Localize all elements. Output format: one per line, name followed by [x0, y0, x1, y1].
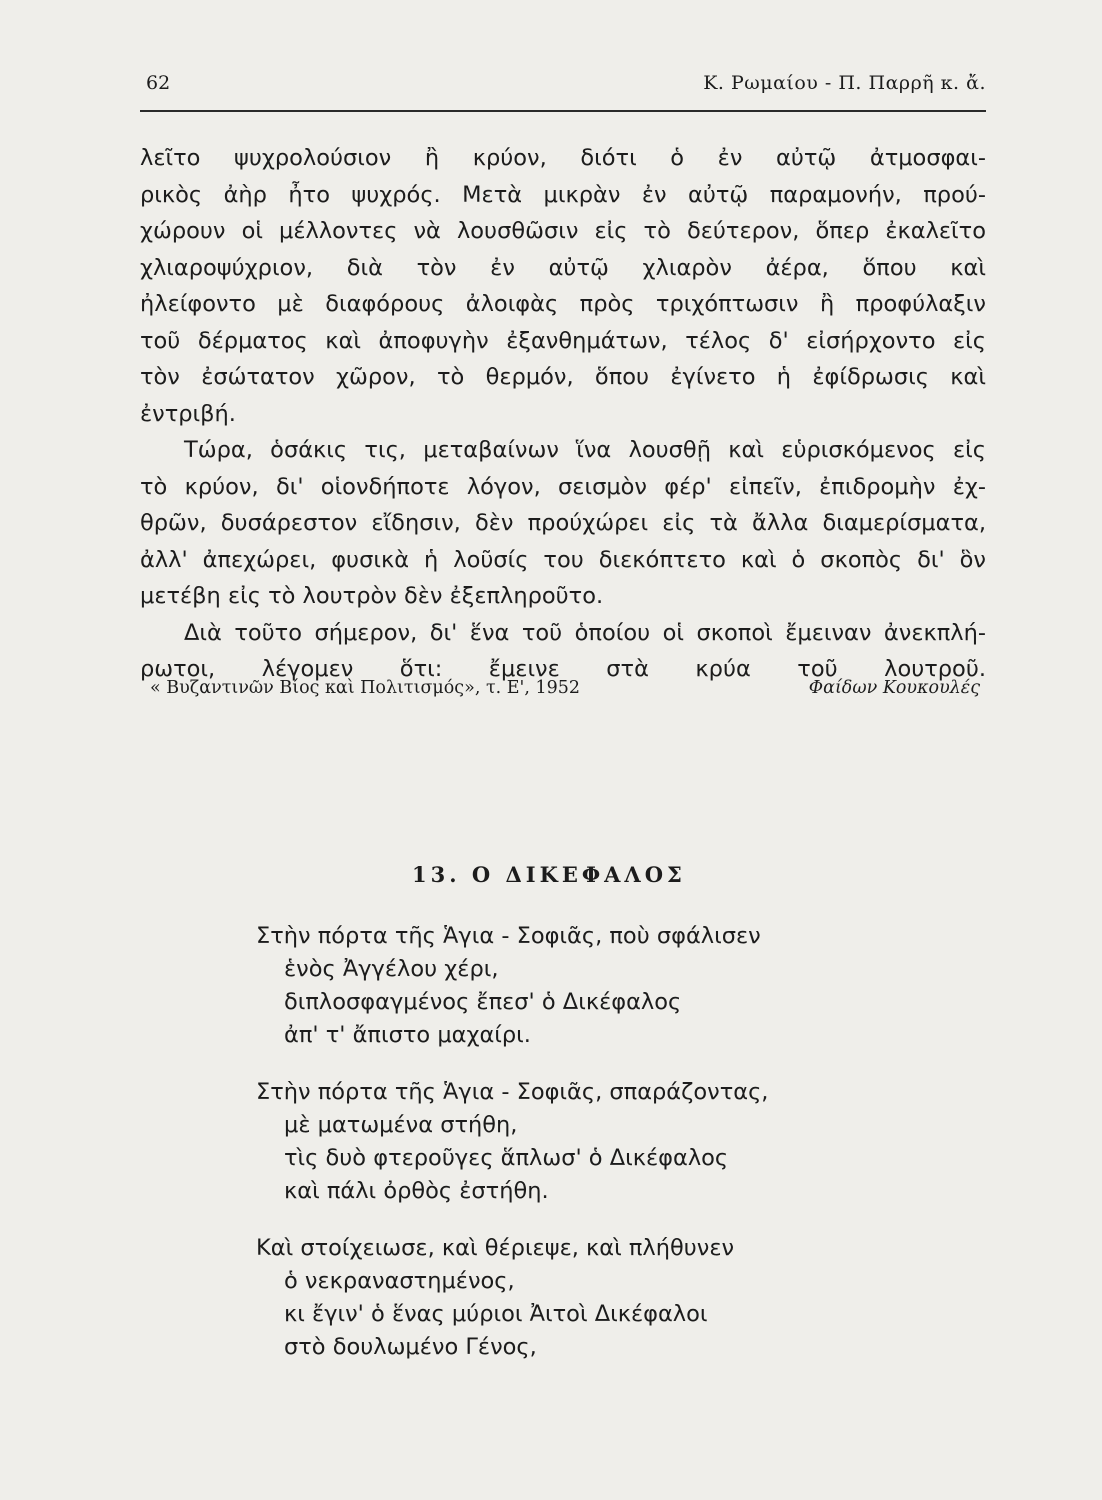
poem-line: ἑνὸς Ἀγγέλου χέρι,	[284, 956, 499, 982]
prose-line: τοῦ δέρματος καὶ ἀποφυγὴν ἐξανθημάτων, τέλος δ' εἰσήρχοντο εἰς	[140, 327, 986, 354]
prose-line: χώρουν οἱ μέλλοντες νὰ λουσθῶσιν εἰς τὸ δεύτερον, ὅπερ ἐκαλεῖτο	[140, 218, 986, 244]
poem-line: ἀπ' τ' ἄπιστο μαχαίρι.	[284, 1022, 531, 1048]
running-head: Κ. Ρωμαίου - Π. Παρρῆ κ. ἄ.	[703, 72, 986, 94]
poem-line: καὶ πάλι ὀρθὸς ἐστήθη.	[284, 1178, 549, 1204]
prose-line: ἐντριβή.	[140, 400, 236, 427]
prose-line: Τώρα, ὁσάκις τις, μεταβαίνων ἵνα λουσθῇ καὶ εὑρισκόμενος εἰς	[184, 437, 986, 463]
prose-line: ρικὸς ἀὴρ ἦτο ψυχρός. Μετὰ μικρὰν ἐν αὐτῷ παραμονήν, πρού-	[140, 181, 986, 208]
prose-line: τὸν ἐσώτατον χῶρον, τὸ θερμόν, ὅπου ἐγίνετο ἡ ἐφίδρωσις καὶ	[140, 364, 986, 390]
stanza-gap	[256, 1208, 956, 1232]
prose-line: ρωτοι, λέγομεν ὅτι: ἔμεινε στὰ κρύα τοῦ λουτροῦ.	[140, 656, 986, 682]
poem-line: κι ἔγιν' ὁ ἕνας μύριοι Ἀιτοὶ Δικέφαλοι	[284, 1301, 708, 1327]
prose-line: ἠλείφοντο μὲ διαφόρους ἀλοιφὰς πρὸς τριχόπτωσιν ἢ προφύλαξιν	[140, 291, 986, 317]
poem-line: Καὶ στοίχειωσε, καὶ θέριεψε, καὶ πλήθυνεν	[256, 1235, 735, 1261]
prose-line: τὸ κρύον, δι' οἱονδήποτε λόγον, σεισμὸν φέρ' εἰπεῖν, ἐπιδρομὴν ἐχ-	[140, 473, 986, 500]
section-title: 13. Ο ΔΙΚΕΦΑΛΟΣ	[412, 862, 686, 887]
prose-line: λεῖτο ψυχρολούσιον ἢ κρύον, διότι ὁ ἐν αὐτῷ ἀτμοσφαι-	[140, 145, 986, 171]
poem-line: μὲ ματωμένα στήθη,	[284, 1112, 518, 1138]
prose-block	[140, 140, 986, 688]
poem-line: τὶς δυὸ φτεροῦγες ἅπλωσ' ὁ Δικέφαλος	[284, 1145, 729, 1171]
poem-line: Στὴν πόρτα τῆς Ἁγια - Σοφιᾶς, σπαράζοντας,	[256, 1079, 769, 1105]
prose-line: ἀλλ' ἀπεχώρει, φυσικὰ ἡ λοῦσίς του διεκόπτετο καὶ ὁ σκοπὸς δι' ὃν	[140, 546, 986, 573]
prose-line: Διὰ τοῦτο σήμερον, δι' ἕνα τοῦ ὁποίου οἱ σκοποὶ ἔμειναν ἀνεκπλή-	[184, 619, 986, 646]
prose-line: θρῶν, δυσάρεστον εἴδησιν, δὲν προύχώρει εἰς τὰ ἄλλα διαμερίσματα,	[140, 510, 986, 536]
poem-line: ὁ νεκραναστημένος,	[284, 1268, 515, 1294]
poem-line: Στὴν πόρτα τῆς Ἁγια - Σοφιᾶς, ποὺ σφάλισεν	[256, 923, 761, 949]
stanza-gap	[256, 1052, 956, 1076]
page-header	[140, 72, 986, 106]
author-name: Φαίδων Κουκουλές	[808, 678, 980, 698]
header-rule	[140, 110, 986, 112]
page-number: 62	[146, 72, 171, 94]
source-citation	[150, 678, 986, 708]
prose-line: μετέβη εἰς τὸ λουτρὸν δὲν ἐξεπληροῦτο.	[140, 583, 604, 609]
poem-line: στὸ δουλωμένο Γένος,	[284, 1334, 537, 1360]
poem	[256, 920, 956, 1364]
prose-line: χλιαροψύχριον, διὰ τὸν ἐν αὐτῷ χλιαρὸν ἀέρα, ὅπου καὶ	[140, 254, 986, 281]
citation-text: « Βυζαντινῶν Βίος καὶ Πολιτισμός», τ. Ε', 1952	[150, 678, 580, 698]
poem-line: διπλοσφαγμένος ἔπεσ' ὁ Δικέφαλος	[284, 989, 682, 1015]
